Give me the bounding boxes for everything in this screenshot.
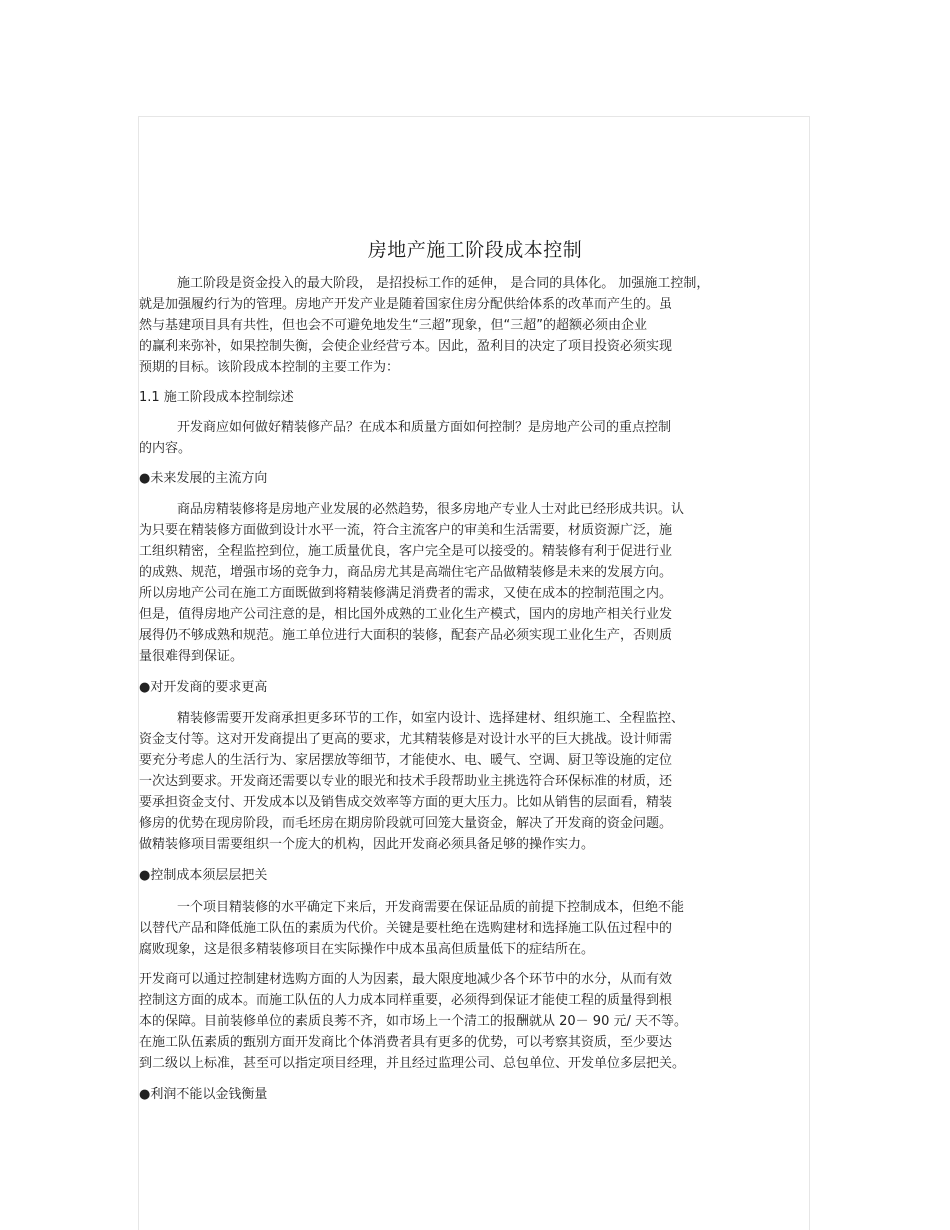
paragraph-line: 腐败现象，这是很多精装修项目在实际操作中成本虽高但质量低下的症结所在。 xyxy=(139,942,595,957)
section-heading: 1.1 施工阶段成本控制综述 xyxy=(139,390,294,405)
paragraph-line: 施工阶段是资金投入的最大阶段， 是招投标工作的延伸， 是合同的具体化。 加强施工控制， xyxy=(177,276,710,291)
paragraph-line: 然与基建项目具有共性，但也会不可避免地发生“三超”现象，但“三超”的超额必须由企业 xyxy=(139,318,647,333)
paragraph-line: 在施工队伍素质的甄别方面开发商比个体消费者具有更多的优势，可以考察其资质，至少要达 xyxy=(139,1035,673,1050)
paragraph-line: 开发商应如何做好精装修产品？在成本和质量方面如何控制？是房地产公司的重点控制 xyxy=(177,420,672,435)
paragraph-line: 本的保障。目前装修单位的素质良莠不齐，如市场上一个清工的报酬就从 20－ 90 元/ 天不等。 xyxy=(139,1014,687,1029)
paragraph-line: 以替代产品和降低施工队伍的素质为代价。关键是要杜绝在选购建材和选择施工队伍过程中的 xyxy=(139,921,673,936)
bullet-heading: ●控制成本须层层把关 xyxy=(139,868,268,883)
bullet-heading: ●利润不能以金钱衡量 xyxy=(139,1087,268,1102)
paragraph-line: 为只要在精装修方面做到设计水平一流，符合主流客户的审美和生活需要，材质资源广泛，施 xyxy=(139,523,673,538)
paragraph-line: 控制这方面的成本。而施工队伍的人力成本同样重要，必须得到保证才能使工程的质量得到根 xyxy=(139,993,673,1008)
paragraph-line: 展得仍不够成熟和规范。施工单位进行大面积的装修，配套产品必须实现工业化生产，否则质 xyxy=(139,628,673,643)
document-title: 房地产施工阶段成本控制 xyxy=(367,239,583,261)
paragraph-line: 到二级以上标准，甚至可以指定项目经理，并且经过监理公司、总包单位、开发单位多层把关。 xyxy=(139,1056,686,1071)
paragraph-line: 开发商可以通过控制建材选购方面的人为因素，最大限度地减少各个环节中的水分，从而有效 xyxy=(139,972,673,987)
paragraph-line: 但是，值得房地产公司注意的是，相比国外成熟的工业化生产模式，国内的房地产相关行业发 xyxy=(139,607,673,622)
paragraph-line: 精装修需要开发商承担更多环节的工作，如室内设计、选择建材、组织施工、全程监控、 xyxy=(177,711,685,726)
paragraph-line: 工组织精密，全程监控到位，施工质量优良，客户完全是可以接受的。精装修有利于促进行业 xyxy=(139,544,673,559)
paragraph-line: 就是加强履约行为的管理。房地产开发产业是随着国家住房分配供给体系的改革而产生的。虽 xyxy=(139,297,673,312)
bullet-heading: ●对开发商的要求更高 xyxy=(139,680,268,695)
paragraph-line: 商品房精装修将是房地产业发展的必然趋势，很多房地产专业人士对此已经形成共识。认 xyxy=(177,502,685,517)
paragraph-line: 一个项目精装修的水平确定下来后，开发商需要在保证品质的前提下控制成本，但绝不能 xyxy=(177,900,685,915)
paragraph-line: 要充分考虑人的生活行为、家居摆放等细节，才能使水、电、暖气、空调、厨卫等设施的定位 xyxy=(139,753,673,768)
paragraph-line: 要承担资金支付、开发成本以及销售成交效率等方面的更大压力。比如从销售的层面看，精装 xyxy=(139,795,673,810)
paragraph-line: 的成熟、规范，增强市场的竞争力，商品房尤其是高端住宅产品做精装修是未来的发展方向。 xyxy=(139,565,673,580)
paragraph-line: 量很难得到保证。 xyxy=(139,649,244,664)
bullet-heading: ●未来发展的主流方向 xyxy=(139,471,268,486)
paragraph-line: 资金支付等。这对开发商提出了更高的要求，尤其精装修是对设计水平的巨大挑战。设计师需 xyxy=(139,732,673,747)
paragraph-line: 做精装修项目需要组织一个庞大的机构，因此开发商必须具备足够的操作实力。 xyxy=(139,837,595,852)
paragraph-line: 一次达到要求。开发商还需要以专业的眼光和技术手段帮助业主挑选符合环保标准的材质，还 xyxy=(139,774,673,789)
paragraph-line: 修房的优势在现房阶段，而毛坯房在期房阶段就可回笼大量资金，解决了开发商的资金问题。 xyxy=(139,816,673,831)
paragraph-line: 的赢利来弥补，如果控制失衡，会使企业经营亏本。因此，盈利目的决定了项目投资必须实现 xyxy=(139,339,673,354)
paragraph-line: 所以房地产公司在施工方面既做到将精装修满足消费者的需求，又使在成本的控制范围之内。 xyxy=(139,586,673,601)
paragraph-line: 的内容。 xyxy=(139,441,192,456)
paragraph-line: 预期的目标。该阶段成本控制的主要工作为： xyxy=(139,360,400,375)
